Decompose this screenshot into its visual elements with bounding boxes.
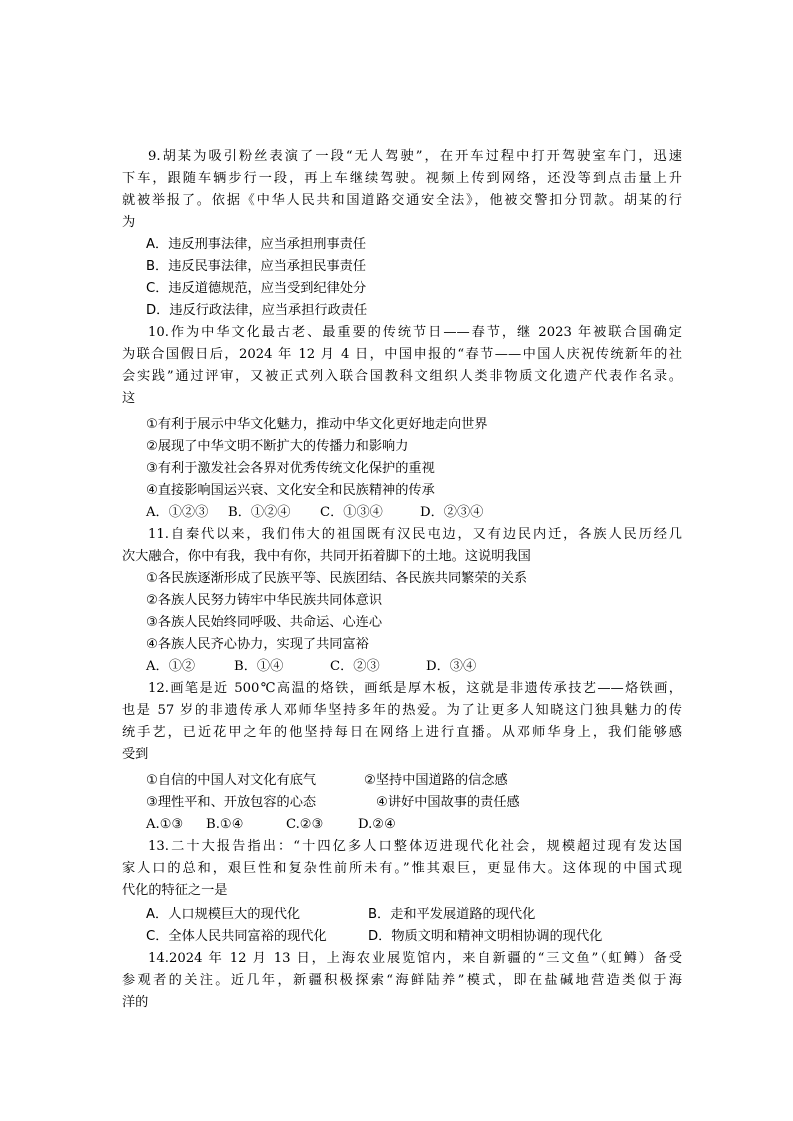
q12-choice-d: D.②④ (358, 817, 396, 832)
q12-statement-2: ②坚持中国道路的信念感 (364, 773, 508, 788)
q10-statement-1: ①有利于展示中华文化魅力，推动中华文化更好地走向世界 (146, 417, 488, 432)
q9-stem-line-1: 9.胡某为吸引粉丝表演了一段“无人驾驶”，在开车过程中打开驾驶室车门，迅速 (148, 149, 682, 164)
question-12 (122, 678, 682, 836)
q12-statements-row-1 (122, 770, 682, 792)
q13-stem-line-2: 家人口的总和，艰巨性和复杂性前所未有。”惟其艰巨，更显伟大。这体现的中国式现 (122, 861, 682, 876)
q12-statement-1: ①自信的中国人对文化有底气 (146, 773, 317, 788)
question-content (122, 146, 682, 1014)
q13-stem-line-3: 代化的特征之一是 (122, 883, 228, 898)
q12-stem-line-4: 受到 (122, 747, 149, 762)
q11-statement-4: ④各族人民齐心协力，实现了共同富裕 (146, 637, 369, 652)
q9-stem-line-4: 为 (122, 215, 136, 230)
q14-stem-line-2: 参观者的关注。近几年，新疆积极探索“海鲜陆养”模式，即在盐碱地营造类似于海 (122, 973, 682, 988)
q13-options-row-2 (122, 926, 682, 948)
q10-stem-line-2: 为联合国假日后，2024 年 12 月 4 日，中国申报的“春节——中国人庆祝传统新年的社 (122, 347, 682, 362)
q12-choice-a: A.①③ (146, 817, 184, 832)
q10-statement-2: ②展现了中华文明不断扩大的传播力和影响力 (146, 439, 409, 454)
q10-statement-3: ③有利于激发社会各界对优秀传统文化保护的重视 (146, 461, 435, 476)
q9-stem-line-2: 下车，跟随车辆步行一段，再上车继续驾驶。视频上传到网络，还没等到点击量上升 (122, 171, 682, 186)
q9-option-d: D．违反行政法律，应当承担行政责任 (146, 303, 368, 318)
q11-choice-b: B．①④ (234, 659, 284, 674)
q10-stem-line-4: 这 (122, 391, 136, 406)
q12-stem-line-3: 统手艺，已近花甲之年的他坚持每日在网络上进行直播。从邓师华身上，我们能够感 (122, 725, 682, 740)
question-10 (122, 322, 682, 524)
q10-choice-b: B．①②④ (228, 505, 291, 520)
question-13 (122, 836, 682, 948)
q10-stem-line-1: 10.作为中华文化最古老、最重要的传统节日——春节，继 2023 年被联合国确定 (148, 325, 682, 340)
q14-stem-line-3: 洋的 (122, 995, 149, 1010)
question-9 (122, 146, 682, 322)
q11-choice-a: A．①② (146, 659, 196, 674)
q11-statement-1: ①各民族逐渐形成了民族平等、民族团结、各民族共同繁荣的关系 (146, 571, 528, 586)
q11-statement-2: ②各族人民努力铸牢中华民族共同体意识 (146, 593, 383, 608)
q12-statement-3: ③理性平和、开放包容的心态 (146, 795, 317, 810)
q14-stem-line-1: 14.2024 年 12 月 13 日，上海农业展览馆内，来自新疆的“三文鱼”（虹鳟）备受 (148, 951, 682, 966)
q10-stem-line-3: 会实践”通过评审，又被正式列入联合国教科文组织人类非物质文化遗产代表作名录。 (122, 369, 682, 384)
question-11 (122, 524, 682, 678)
q11-statement-3: ③各族人民始终同呼吸、共命运、心连心 (146, 615, 383, 630)
q11-choice-c: C．②③ (330, 659, 380, 674)
q12-choices (122, 814, 682, 836)
q9-option-b: B．违反民事法律，应当承担民事责任 (146, 259, 367, 274)
q13-stem-line-1: 13.二十大报告指出：“十四亿多人口整体迈进现代化社会，规模超过现有发达国 (148, 839, 682, 854)
q11-choices (122, 656, 682, 678)
q11-stem-line-1: 11.自秦代以来，我们伟大的祖国既有汉民屯边，又有边民内迁，各族人民历经几 (148, 527, 682, 542)
q9-option-c: C．违反道德规范，应当受到纪律处分 (146, 281, 367, 296)
q10-choice-a: A．①②③ (146, 505, 209, 520)
q13-option-c: C．全体人民共同富裕的现代化 (146, 929, 327, 944)
q13-options-row-1 (122, 904, 682, 926)
q12-stem-line-1: 12.画笔是近 500℃高温的烙铁，画纸是厚木板，这就是非遗传承技艺——烙铁画， (148, 681, 682, 696)
question-14 (122, 948, 682, 1014)
q12-statement-4: ④讲好中国故事的责任感 (376, 795, 520, 810)
q9-stem-line-3: 就被举报了。依据《中华人民共和国道路交通安全法》，他被交警扣分罚款。胡某的行 (122, 193, 682, 208)
q12-choice-b: B.①④ (206, 817, 244, 832)
q9-option-a: A．违反刑事法律，应当承担刑事责任 (146, 237, 367, 252)
q12-stem-line-2: 也是 57 岁的非遗传承人邓师华坚持多年的热爱。为了让更多人知晓这门独具魅力的传 (122, 703, 682, 718)
q11-choice-d: D．③④ (426, 659, 477, 674)
q11-stem-line-2: 次大融合，你中有我，我中有你，共同开拓着脚下的土地。这说明我国 (122, 549, 531, 564)
q10-statement-4: ④直接影响国运兴衰、文化安全和民族精神的传承 (146, 483, 435, 498)
q13-option-d: D．物质文明和精神文明相协调的现代化 (368, 929, 603, 944)
q10-choice-c: C．①③④ (320, 505, 383, 520)
q12-choice-c: C.②③ (286, 817, 324, 832)
q10-choice-d: D．②③④ (420, 505, 484, 520)
q13-option-a: A．人口规模巨大的现代化 (146, 907, 301, 922)
q13-option-b: B．走和平发展道路的现代化 (368, 907, 536, 922)
q12-statements-row-2 (122, 792, 682, 814)
q10-choices (122, 502, 682, 524)
